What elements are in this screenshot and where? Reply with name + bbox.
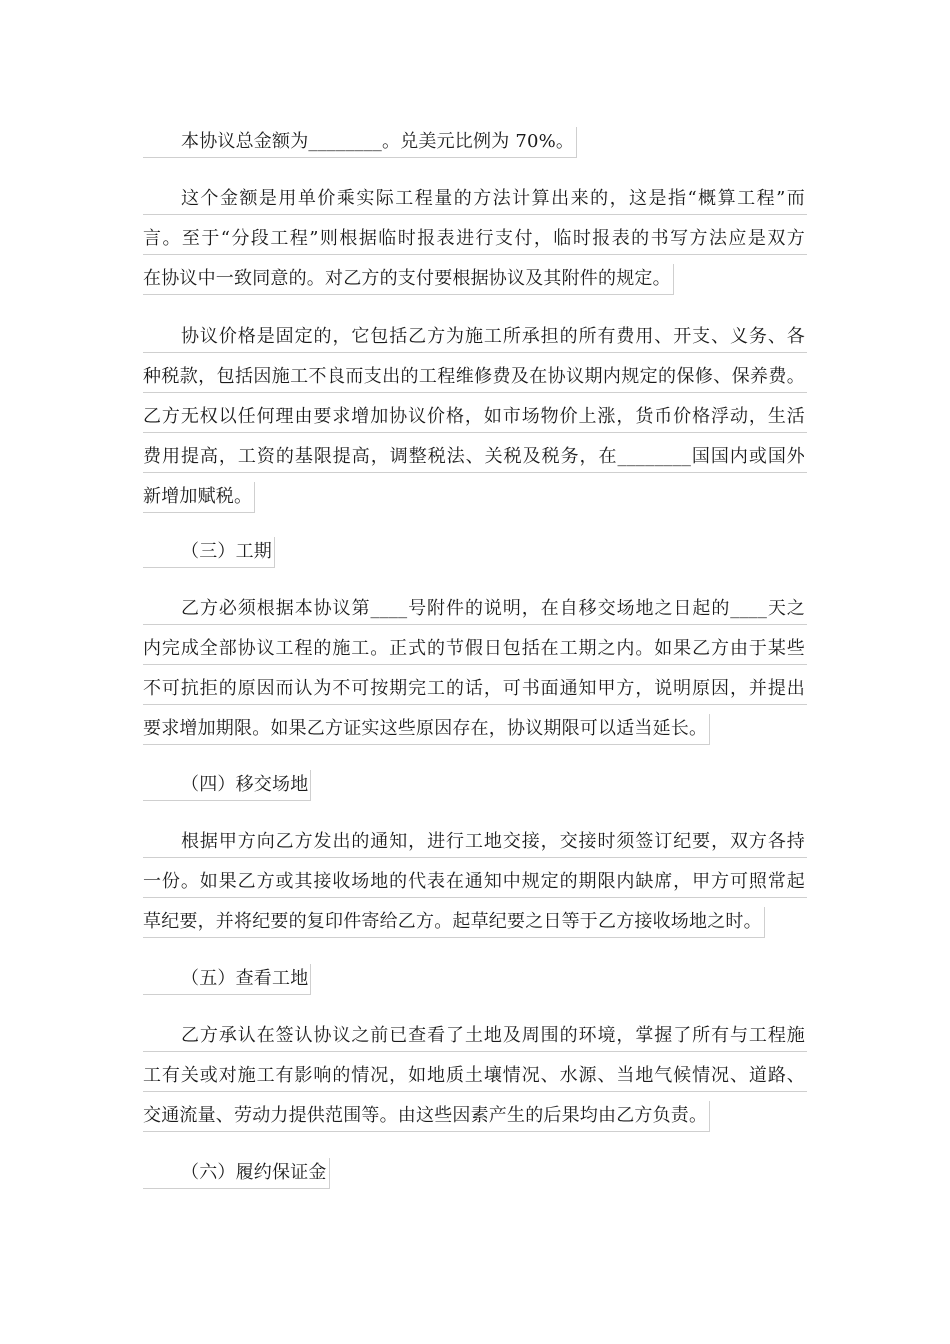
section-heading-schedule — [143, 532, 807, 572]
text-line: 根据甲方向乙方发出的通知，进行工地交接，交接时须签订纪要，双方各持 — [143, 827, 807, 858]
paragraph-site-inspection — [143, 1016, 807, 1136]
text-line: 要求增加期限。如果乙方证实这些原因存在，协议期限可以适当延长。 — [143, 714, 710, 745]
section-heading-performance-bond — [143, 1153, 807, 1193]
text-line: 新增加赋税。 — [143, 482, 255, 513]
text-line: 乙方无权以任何理由要求增加协议价格，如市场物价上涨，货币价格浮动，生活 — [143, 402, 807, 433]
heading-text: （六）履约保证金 — [143, 1158, 330, 1189]
text-line: 交通流量、劳动力提供范围等。由这些因素产生的后果均由乙方负责。 — [143, 1101, 710, 1132]
text-line: 在协议中一致同意的。对乙方的支付要根据协议及其附件的规定。 — [143, 264, 674, 295]
paragraph-total-amount — [143, 122, 807, 162]
text-line: 乙方必须根据本协议第____号附件的说明，在自移交场地之日起的____天之 — [143, 594, 807, 625]
text-line: 乙方承认在签认协议之前已查看了土地及周围的环境，掌握了所有与工程施 — [143, 1021, 807, 1052]
text-line: 草纪要，并将纪要的复印件寄给乙方。起草纪要之日等于乙方接收场地之时。 — [143, 907, 765, 938]
text-line: 本协议总金额为________。兑美元比例为 70%。 — [143, 127, 577, 158]
text-line: 工有关或对施工有影响的情况，如地质土壤情况、水源、当地气候情况、道路、 — [143, 1061, 807, 1092]
heading-text: （五）查看工地 — [143, 964, 311, 995]
text-line: 费用提高，工资的基限提高，调整税法、关税及税务，在________国国内或国外 — [143, 442, 807, 473]
paragraph-schedule — [143, 589, 807, 749]
text-line: 这个金额是用单价乘实际工程量的方法计算出来的，这是指“概算工程”而 — [143, 184, 807, 215]
text-line: 种税款，包括因施工不良而支出的工程维修费及在协议期内规定的保修、保养费。 — [143, 362, 807, 393]
paragraph-fixed-price — [143, 317, 807, 517]
heading-text: （四）移交场地 — [143, 770, 311, 801]
heading-text: （三）工期 — [143, 537, 275, 568]
text-line: 不可抗拒的原因而认为不可按期完工的话，可书面通知甲方，说明原因，并提出 — [143, 674, 807, 705]
text-line: 内完成全部协议工程的施工。正式的节假日包括在工期之内。如果乙方由于某些 — [143, 634, 807, 665]
paragraph-calculation — [143, 179, 807, 299]
paragraph-site-handover — [143, 822, 807, 942]
text-line: 言。至于“分段工程”则根据临时报表进行支付，临时报表的书写方法应是双方 — [143, 224, 807, 255]
section-heading-site-inspection — [143, 959, 807, 999]
text-line: 一份。如果乙方或其接收场地的代表在通知中规定的期限内缺席，甲方可照常起 — [143, 867, 807, 898]
section-heading-site-handover — [143, 765, 807, 805]
text-line: 协议价格是固定的，它包括乙方为施工所承担的所有费用、开支、义务、各 — [143, 322, 807, 353]
